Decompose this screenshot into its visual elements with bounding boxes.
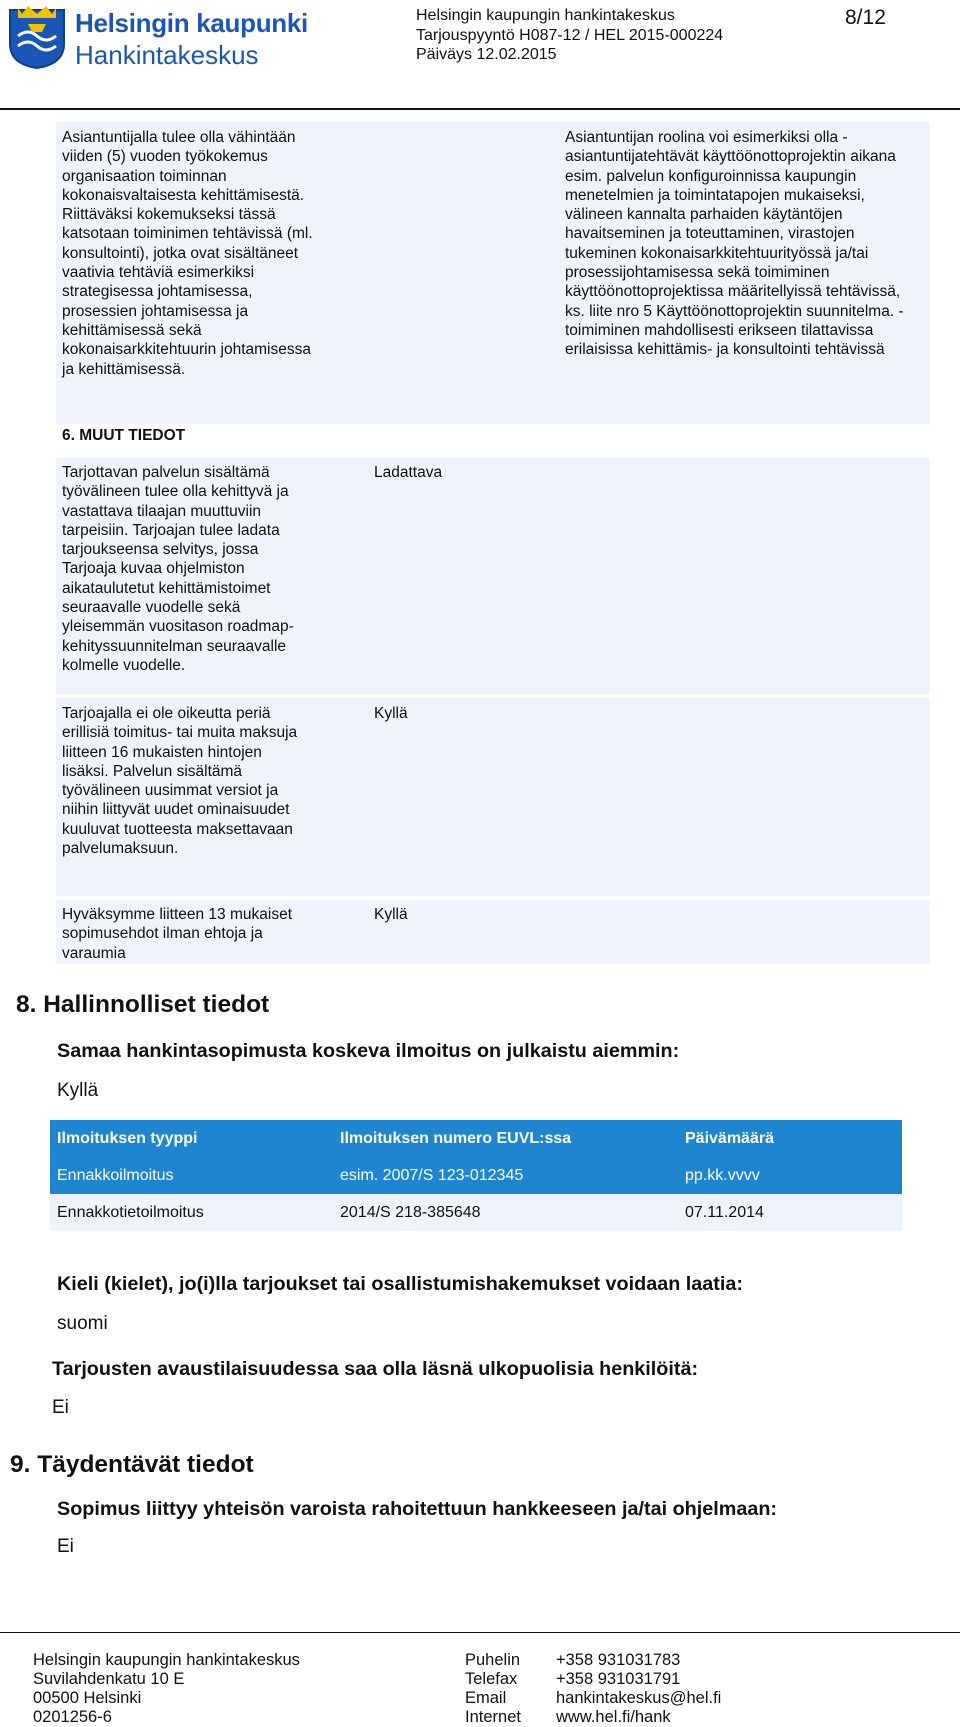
requirement-note: Asiantuntijan roolina voi esimerkiksi olla - asiantuntijatehtävät käyttöönottoprojektin aikana esim. palvelun konfiguroinnissa kaupungin menetelmien ja toimintatapojen mukaiseksi, välineen kannalta parhaiden käytäntöjen havaitseminen ja toteuttaminen, virastojen tukeminen kokonaisarkkitehtuurityössä ja/tai prosessijohtamisessa sekä toimiminen käyttöönottoprojektissa määritellyissä tehtävissä, ks. liite nro 5 Käyttöönottoprojektin suunnitelma. -toimiminen mahdollisesti erikseen tilattavissa erilaisissa kehittämis- ja konsultointi tehtävissä: [565, 129, 904, 359]
notice-table: [50, 1120, 902, 1230]
requirement-text: Asiantuntijalla tulee olla vähintään viiden (5) vuoden työkokemus organisaation toiminnan kokonaisvaltaisesta kehittämisestä. Riittäväksi kokemukseksi tässä katsotaan toiminimen tehtävissä (ml. konsultointi), jotka ovat sisältäneet vaativia tehtäviä esimerkiksi strategisessa johtamisessa, prosessien johtamisessa ja kehittämisessä sekä kokonaisarkkitehtuurin johtamisessa ja kehittämisessä.: [62, 129, 313, 378]
funding-answer: Ei: [57, 1536, 74, 1557]
footer-label-phone: Puhelin: [465, 1651, 521, 1669]
opening-attendance-question: Tarjousten avaustilaisuudessa saa olla läsnä ulkopuolisia henkilöitä:: [52, 1358, 699, 1380]
column-header-date: Päivämäärä: [685, 1130, 774, 1147]
footer-label-fax: Telefax: [465, 1670, 518, 1688]
brand-unit: Hankintakeskus: [75, 40, 259, 70]
header-date: Päiväys 12.02.2015: [416, 46, 557, 63]
requirement-text: Tarjottavan palvelun sisältämä työvälineen tulee olla kehittyvä ja vastattava tilaajan muuttuviin tarpeisiin. Tarjoajan tulee ladata tarjoukseensa selvitys, jossa Tarjoaja kuvaa ohjelmiston aikataulutetut kehittämistoimet seuraavalle vuodelle sekä yleisemmän vuositason roadmap-kehityssuunnitelman seuraavalle kolmelle vuodelle.: [62, 464, 294, 674]
notice-table-header: [50, 1120, 902, 1157]
footer-phone: +358 931031783: [556, 1651, 681, 1669]
prior-notice-answer: Kyllä: [57, 1080, 99, 1101]
footer-email-link[interactable]: hankintakeskus@hel.fi: [556, 1689, 722, 1707]
requirement-text: Hyväksymme liitteen 13 mukaiset sopimusehdot ilman ehtoja ja varaumia: [62, 906, 292, 962]
funding-question: Sopimus liittyy yhteisön varoista rahoitettuun hankkeeseen ja/tai ohjelmaan:: [57, 1498, 778, 1520]
table-row: [50, 1194, 902, 1231]
table-cell: Ennakkoilmoitus: [57, 1167, 174, 1184]
table-cell: esim. 2007/S 123-012345: [340, 1167, 524, 1184]
section-8-title: 8. Hallinnolliset tiedot: [16, 991, 270, 1018]
column-header-type: Ilmoituksen tyyppi: [57, 1130, 198, 1147]
table-row: [50, 1157, 902, 1194]
language-question: Kieli (kielet), jo(i)lla tarjoukset tai osallistumishakemukset voidaan laatia:: [57, 1273, 743, 1295]
table-cell: Ennakkotietoilmoitus: [57, 1204, 204, 1221]
requirement-text: Tarjoajalla ei ole oikeutta periä erillisiä toimitus- tai muita maksuja liitteen 16 mukaisten hintojen lisäksi. Palvelun sisältämä työvälineen uusimmat versiot ja niihin liittyvät uudet ominaisuudet kuuluvat tuotteesta maksettavaan palvelumaksuun.: [62, 705, 298, 858]
footer-street: Suvilahdenkatu 10 E: [33, 1670, 185, 1688]
footer-website-link[interactable]: www.hel.fi/hank: [556, 1708, 671, 1726]
header-org: Helsingin kaupungin hankintakeskus: [416, 7, 675, 24]
requirement-answer: Kyllä: [374, 906, 408, 923]
brand-name: Helsingin kaupunki: [75, 8, 308, 38]
footer-divider: [0, 1632, 960, 1633]
table-cell: pp.kk.vvvv: [685, 1167, 760, 1184]
opening-attendance-answer: Ei: [52, 1397, 69, 1418]
page-number: 8/12: [845, 6, 886, 29]
footer-postal: 00500 Helsinki: [33, 1689, 142, 1707]
footer-business-id: 0201256-6: [33, 1708, 112, 1726]
table-cell: 07.11.2014: [685, 1204, 764, 1221]
table-cell: 2014/S 218-385648: [340, 1204, 481, 1221]
prior-notice-question: Samaa hankintasopimusta koskeva ilmoitus on julkaistu aiemmin:: [57, 1040, 680, 1062]
requirement-answer: Ladattava: [374, 464, 443, 481]
requirement-answer: Kyllä: [374, 705, 408, 722]
footer-org: Helsingin kaupungin hankintakeskus: [33, 1651, 300, 1669]
helsinki-coat-of-arms-logo: [8, 4, 66, 70]
column-header-number: Ilmoituksen numero EUVL:ssa: [340, 1130, 572, 1147]
footer-label-internet: Internet: [465, 1708, 521, 1726]
language-answer: suomi: [57, 1313, 108, 1334]
footer-label-email: Email: [465, 1689, 507, 1707]
header-reference: Tarjouspyyntö H087-12 / HEL 2015-000224: [416, 27, 724, 44]
header-divider: [0, 108, 960, 110]
footer-fax: +358 931031791: [556, 1670, 681, 1688]
section-6-heading: 6. MUUT TIEDOT: [62, 427, 186, 444]
section-9-title: 9. Täydentävät tiedot: [10, 1451, 254, 1478]
